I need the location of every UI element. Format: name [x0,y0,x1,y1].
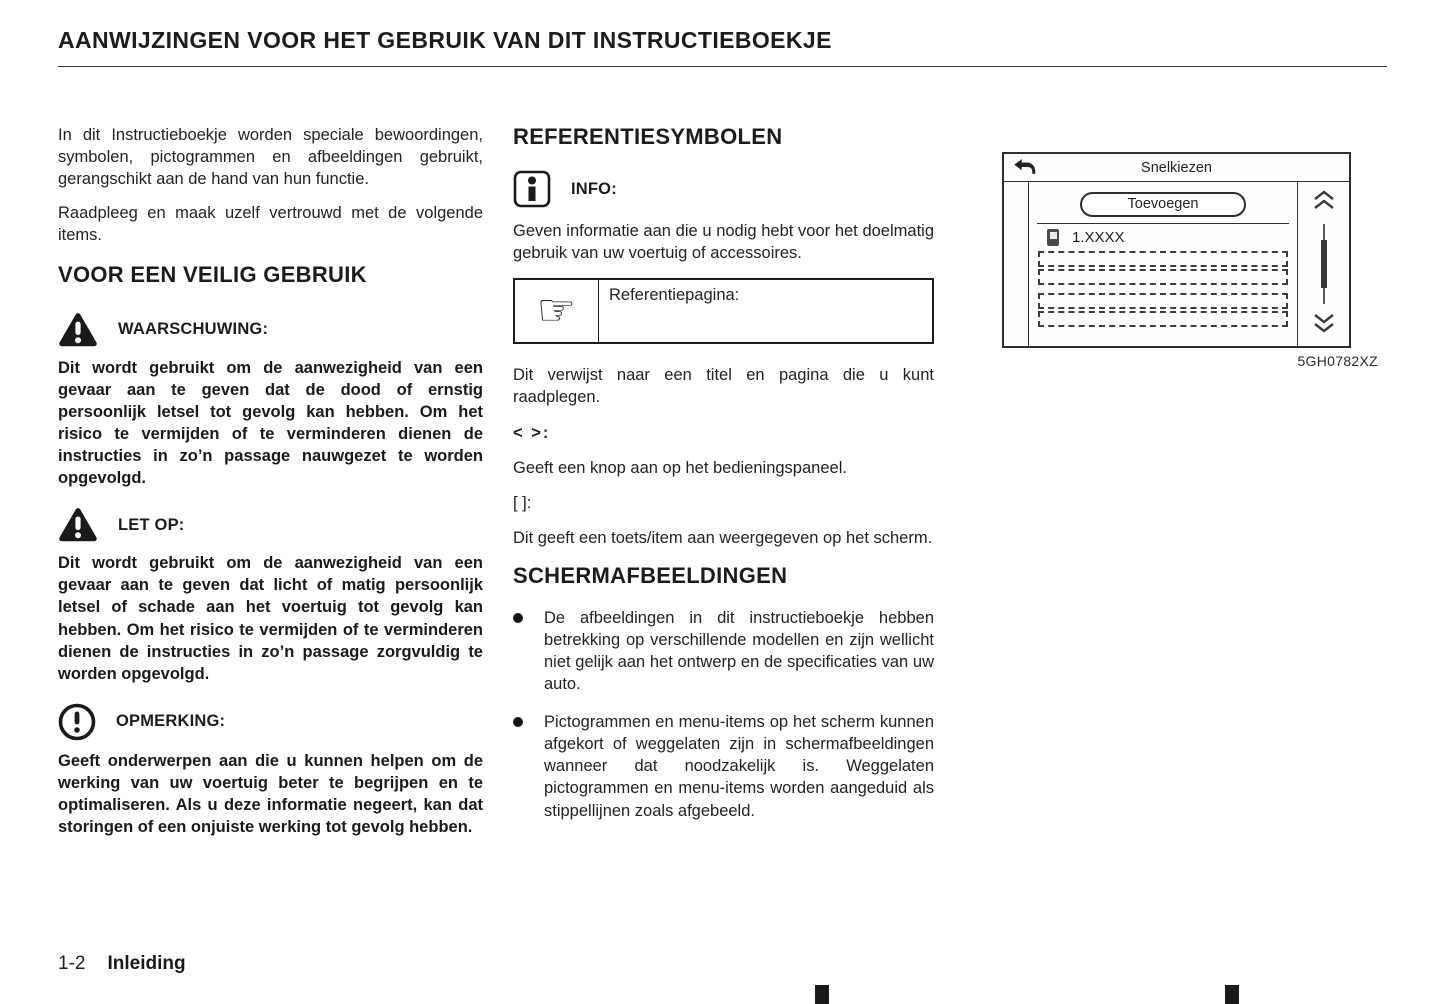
double-chevron-up-icon [1311,189,1337,216]
info-symbol-row [513,170,934,208]
left-column [58,124,483,856]
intro-paragraph-1: In dit Instructieboekje worden speciale bewoordingen, symbolen, pictogrammen en afbeeldingen gebruikt, gerangschikt aan de hand van hun functie. [58,126,483,189]
figure-caption: 5GH0782XZ [1297,353,1378,369]
note-symbol-row [58,703,483,741]
screen-frame [1002,152,1351,348]
speed-dial-entry-label: 1.XXXX [1072,229,1125,246]
screen-title: Snelkiezen [1141,159,1212,176]
caution-symbol-row [58,507,483,543]
double-chevron-down-icon [1311,312,1337,339]
caution-label: LET OP: [118,515,185,534]
square-bracket-symbol: [ ]: [513,493,532,512]
warning-symbol-row [58,312,483,348]
infotainment-screen-illustration [1002,152,1351,348]
omitted-item-placeholder [1038,311,1288,327]
info-label: INFO: [571,179,617,198]
screen-scrollbar [1297,182,1349,346]
reference-page-box [513,278,934,344]
phone-icon [1047,229,1059,246]
add-button: Toevoegen [1080,192,1246,217]
caution-text: Dit wordt gebruikt om de aanwezigheid van een gevaar aan te geven dat licht of matig persoonlijk letsel of schade aan het voertuig tot gevolg kan hebben. Om het risico te vermijden of te verminderen dienen de instructies in zo’n passage zorgvuldig te worden opgevolgd. [58,554,483,683]
section-bleed-tab [815,985,829,1004]
reference-symbols-heading: REFERENTIESYMBOLEN [513,124,783,149]
bullet-icon [513,717,523,727]
omitted-item-placeholder [1038,251,1288,267]
info-icon [513,170,551,208]
page-title: AANWIJZINGEN VOOR HET GEBRUIK VAN DIT INSTRUCTIEBOEKJE [58,27,832,53]
pointing-hand-icon: ☞ [515,280,599,342]
page-number: 1-2 [58,953,86,974]
screen-body [1004,182,1349,346]
screen-titlebar [1004,154,1349,182]
info-text: Geven informatie aan die u nodig hebt voor het doelmatig gebruik van uw voertuig of accessoires. [513,222,934,263]
screen-images-heading: SCHERMAFBEELDINGEN [513,562,788,588]
bullet-icon [513,613,523,623]
omitted-item-placeholder [1038,269,1288,285]
exclamation-circle-icon [58,703,96,741]
section-bleed-tab [1225,985,1239,1004]
warning-triangle-icon [58,312,98,348]
screen-main-panel [1029,182,1297,346]
title-rule [58,66,1387,67]
square-bracket-text: Dit geeft een toets/item aan weergegeven op het scherm. [513,528,933,547]
middle-column [513,124,934,838]
angle-bracket-symbol: < >: [513,424,551,443]
screen-images-bullet-list [513,607,934,822]
list-item: De afbeeldingen in dit instructieboekje hebben betrekking op verschillende modellen en zijn wellicht niet gelijk aan het ontwerp en de specificaties van uw auto. [513,607,934,695]
scrollbar-thumb [1321,240,1327,288]
angle-bracket-text: Geeft een knop aan op het bedieningspaneel. [513,459,847,478]
speed-dial-entry [1047,229,1291,246]
warning-label: WAARSCHUWING: [118,320,269,339]
safety-section-heading: VOOR EEN VEILIG GEBRUIK [58,261,367,287]
note-label: OPMERKING: [116,712,226,731]
back-return-arrow-icon [1012,158,1036,180]
reference-caption: Dit verwijst naar een titel en pagina die u kunt raadplegen. [513,366,934,407]
list-separator [1037,223,1289,224]
screen-left-spacer [1004,182,1029,346]
intro-paragraph-2: Raadpleeg en maak uzelf vertrouwd met de volgende items. [58,204,483,245]
page-footer [58,953,186,975]
warning-triangle-icon [58,507,98,543]
reference-page-label: Referentiepagina: [609,286,740,305]
list-item: Pictogrammen en menu-items op het scherm kunnen afgekort of weggelaten zijn in schermafbeeldingen wanneer dat noodzakelijk is. Weggelaten pictogrammen en menu-items worden aangeduid als stippellijnen zoals afgebeeld. [513,711,934,822]
note-text: Geeft onderwerpen aan die u kunnen helpen om de werking van uw voertuig beter te begrijpen en te optimaliseren. Als u deze informatie negeert, kan dat storingen of een onjuiste werking tot gevolg hebben. [58,751,483,837]
omitted-item-placeholder [1038,293,1288,309]
warning-text: Dit wordt gebruikt om de aanwezigheid van een gevaar aan te geven dat de dood of ernstig persoonlijk letsel tot gevolg kan hebben. Om het risico te vermijden of te verminderen dienen de instructies in zo’n passage nauwgezet te worden opgevolgd. [58,358,483,488]
chapter-name: Inleiding [107,953,186,974]
